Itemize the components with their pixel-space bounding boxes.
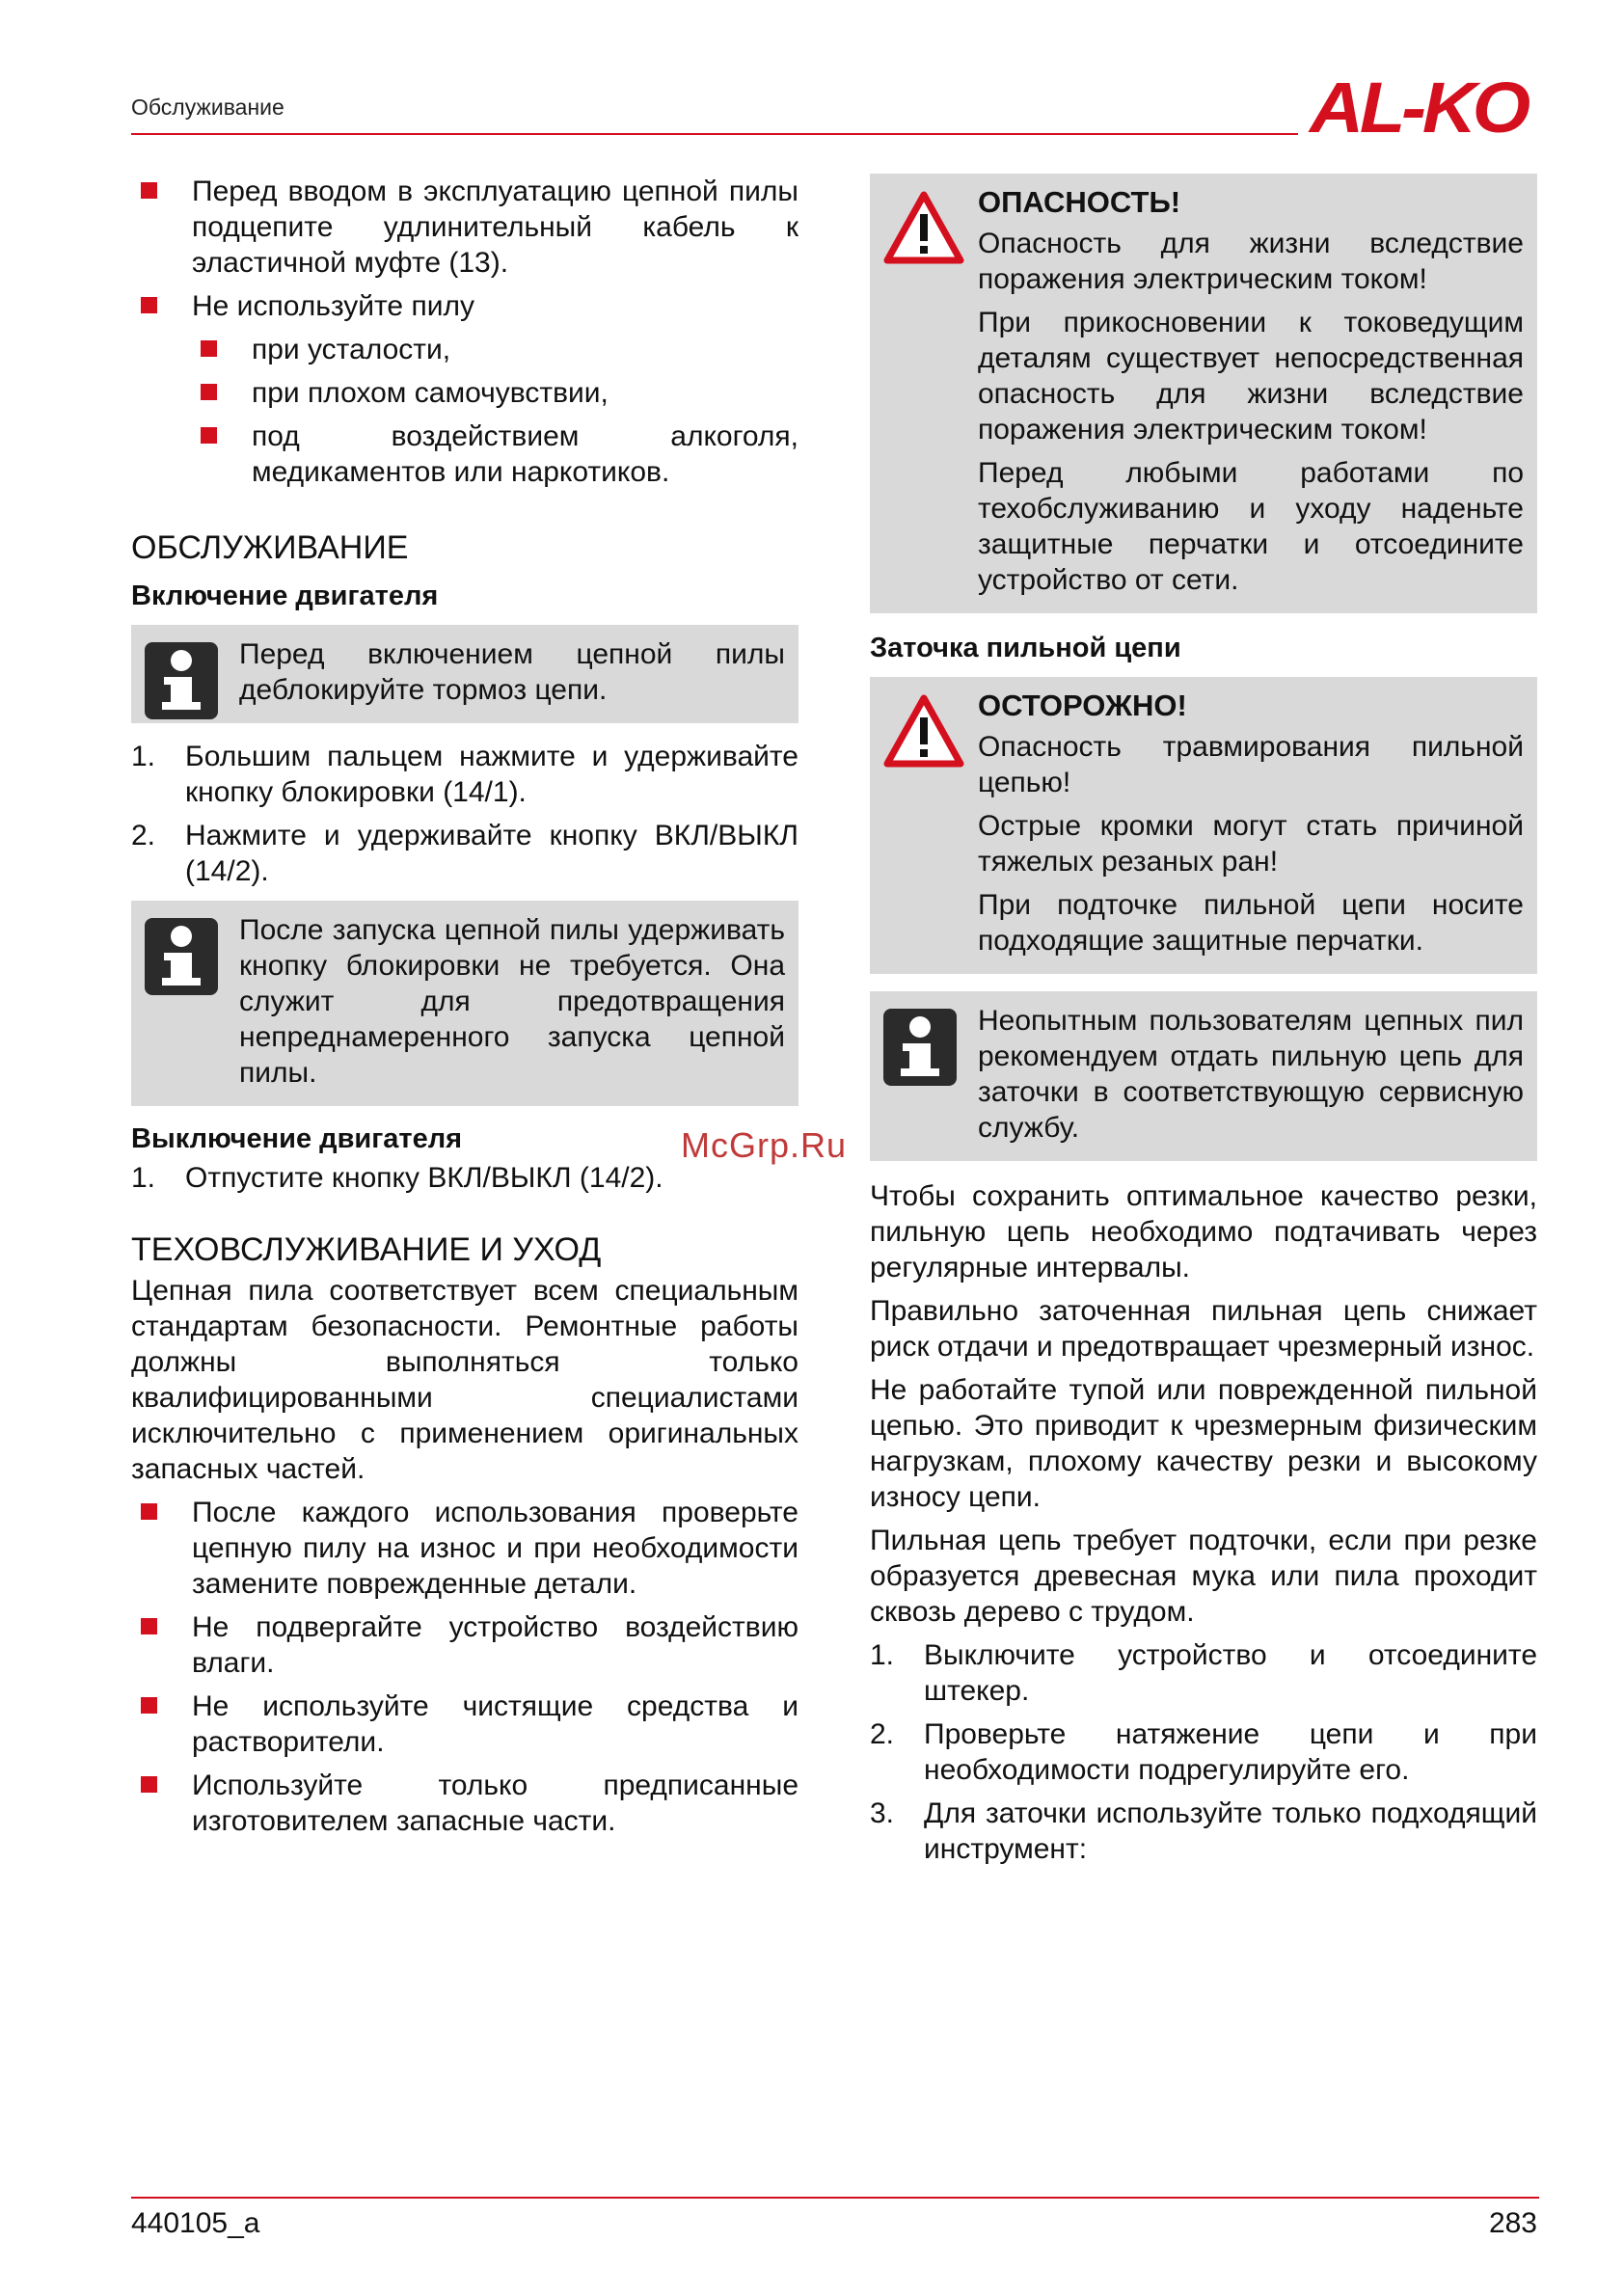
info-box (131, 901, 798, 1106)
info-icon (883, 1009, 957, 1086)
list-item: Не используйте чистящие средства и растворители. (131, 1688, 798, 1760)
watermark: McGrp.Ru (681, 1125, 848, 1165)
list-item (870, 1716, 1537, 1788)
section-title: Обслуживание (131, 95, 284, 120)
paragraph: Не работайте тупой или поврежденной пильной цепью. Это приводит к чрезмерным физическим нагрузкам, плохому качеству резки и высокому износу цепи. (870, 1374, 1537, 1513)
step-number: 3. (870, 1797, 895, 1829)
step-number: 1. (131, 741, 156, 772)
paragraph: Чтобы сохранить оптимальное качество резки, пильную цепь необходимо подтачивать через регулярные интервалы. (870, 1180, 1537, 1283)
heading-sharpen: Заточка пильной цепи (870, 633, 1181, 663)
alko-logo (1310, 68, 1541, 148)
list-item (131, 818, 798, 889)
caution-box (870, 677, 1537, 974)
danger-box (870, 174, 1537, 613)
step-text: Для заточки используйте только подходящий инструмент: (924, 1797, 1537, 1865)
heading-engine-on: Включение двигателя (131, 581, 439, 611)
list-item (870, 1796, 1537, 1867)
document-id: 440105_a (131, 2207, 260, 2239)
info-text: После запуска цепной пилы удерживать кнопку блокировки не требуется. Она служит для предотвращения непреднамеренного запуска цепной пилы. (239, 914, 785, 1089)
list-item (870, 1637, 1537, 1709)
danger-text: Опасность для жизни вследствие поражения электрическим током! (978, 228, 1524, 295)
paragraph: Пильная цепь требует подточки, если при резке образуется древесная мука или пила проходит сквозь дерево с трудом. (870, 1525, 1537, 1628)
step-text: Отпустите кнопку ВКЛ/ВЫКЛ (14/2). (185, 1162, 663, 1194)
page-header (131, 93, 1298, 133)
danger-text: Перед любыми работами по техобслуживанию и уходу наденьте защитные перчатки и отсоедините устройство от сети. (978, 457, 1524, 596)
step-number: 2. (870, 1718, 895, 1750)
list-item: при усталости, (131, 332, 798, 367)
caution-text: Острые кромки могут стать причиной тяжелых резаных ран! (978, 810, 1524, 878)
list-item: под воздействием алкоголя, медикаментов или наркотиков. (131, 419, 798, 490)
list-item (131, 739, 798, 810)
header-rule (131, 133, 1298, 135)
info-text: Перед включением цепной пилы деблокируйте тормоз цепи. (239, 638, 785, 706)
info-box (870, 991, 1537, 1161)
list-item: Используйте только предписанные изготовителем запасные части. (131, 1768, 798, 1839)
list-item (131, 1160, 798, 1196)
logo-text: AL-KO (1310, 68, 1528, 148)
step-text: Проверьте натяжение цепи и при необходимости подрегулируйте его. (924, 1718, 1537, 1786)
list-item: Не подвергайте устройство воздействию влаги. (131, 1609, 798, 1681)
list-item: при плохом самочувствии, (131, 375, 798, 411)
page-number: 283 (1488, 2207, 1537, 2239)
info-box (131, 625, 798, 723)
list-item: Не используйте пилу (131, 288, 798, 324)
step-text: Большим пальцем нажмите и удерживайте кнопку блокировки (14/1). (185, 741, 798, 808)
danger-title: ОПАСНОСТЬ! (978, 185, 1181, 219)
heading-maintenance: ТЕХОВСЛУЖИВАНИЕ И УХОД (131, 1231, 602, 1268)
danger-text: При прикосновении к токоведущим деталям существует непосредственная опасность для жизни вследствие поражения электрическим током! (978, 307, 1524, 446)
step-text: Нажмите и удерживайте кнопку ВКЛ/ВЫКЛ (14/2). (185, 820, 798, 887)
list-item: После каждого использования проверьте цепную пилу на износ и при необходимости замените поврежденные детали. (131, 1495, 798, 1602)
list-item: Перед вводом в эксплуатацию цепной пилы подцепите удлинительный кабель к эластичной муфте (13). (131, 174, 798, 281)
step-text: Выключите устройство и отсоедините штекер. (924, 1639, 1537, 1707)
info-text: Неопытным пользователям цепных пил рекомендуем отдать пильную цепь для заточки в соответствующую сервисную службу. (978, 1005, 1524, 1144)
warning-triangle-icon (883, 191, 964, 264)
heading-engine-off: Выключение двигателя (131, 1123, 463, 1154)
caution-title: ОСТОРОЖНО! (978, 689, 1187, 722)
step-number: 1. (131, 1162, 156, 1194)
warning-triangle-icon (883, 694, 964, 768)
step-number: 2. (131, 820, 156, 851)
footer-rule (131, 2197, 1539, 2199)
info-icon (145, 918, 218, 995)
left-column (131, 174, 798, 1847)
maintenance-text: Цепная пила соответствует всем специальным стандартам безопасности. Ремонтные работы должны выполняться только квалифицированными специалистами исключительно с применением оригинальных запасных частей. (131, 1275, 798, 1485)
right-column (870, 174, 1537, 1875)
caution-text: Опасность травмирования пильной цепью! (978, 731, 1524, 798)
step-number: 1. (870, 1639, 895, 1671)
paragraph: Правильно заточенная пильная цепь снижает риск отдачи и предотвращает чрезмерный износ. (870, 1295, 1537, 1363)
heading-service: ОБСЛУЖИВАНИЕ (131, 529, 409, 566)
caution-text: При подточке пильной цепи носите подходящие защитные перчатки. (978, 889, 1524, 957)
info-icon (145, 642, 218, 719)
